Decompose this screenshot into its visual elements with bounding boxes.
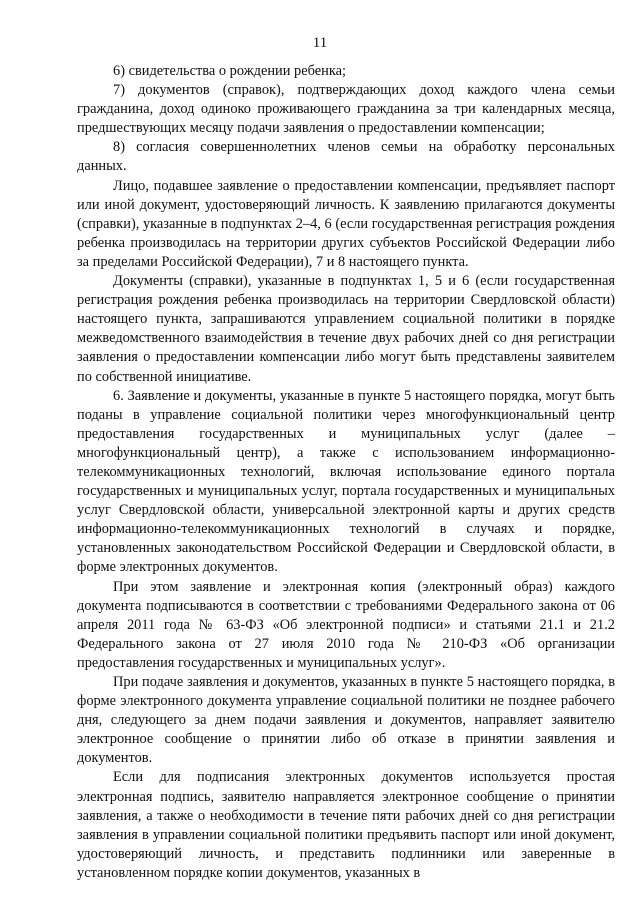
paragraph-item-8: 8) согласия совершеннолетних членов семьи на обработку персональных данных.	[77, 139, 615, 175]
paragraph-interagency-requests: Документы (справки), указанные в подпунктах 1, 5 и 6 (если государственная регистрация рождения ребенка производилась на территории Свердловской области) настоящего пункта, запрашиваются управлением социальной политики в порядке межведомственного взаимодействия в течение двух рабочих дней со дня регистрации заявления о предоставлении компенсации либо могут быть представлены заявителем по собственной инициативе.	[77, 273, 615, 385]
document-body	[77, 62, 615, 883]
paragraph-simple-signature: Если для подписания электронных документов используется простая электронная подпись, заявителю направляется электронное сообщение о принятии заявления, а также о необходимости в течение пяти рабочих дней со дня регистрации заявления в управлении социальной политики предъявить паспорт или иной документ, удостоверяющий личность, и представить подлинники или заверенные в установленном порядке копии документов, указанных в	[77, 769, 615, 881]
paragraph-item-6: 6) свидетельства о рождении ребенка;	[113, 63, 347, 79]
paragraph-section-6: 6. Заявление и документы, указанные в пункте 5 настоящего порядка, могут быть поданы в управление социальной политики через многофункциональный центр предоставления государственных и муниципальных услуг (далее – многофункциональный центр), а также с использованием информационно-телекоммуникационных технологий, включая использование единого портала государственных и муниципальных услуг, портала государственных и муниципальных услуг Свердловской области, универсальной электронной карты и других средств информационно-телекоммуникационных технологий в случаях и порядке, установленных законодательством Российской Федерации и Свердловской области, в форме электронных документов.	[77, 387, 615, 576]
paragraph-identity-documents: Лицо, подавшее заявление о предоставлении компенсации, предъявляет паспорт или иной документ, удостоверяющий личность. К заявлению прилагаются документы (справки), указанные в подпунктах 2–4, 6 (если государственная регистрация рождения ребенка производилась на территории других субъектов Российской Федерации либо за пределами Российской Федерации), 7 и 8 настоящего пункта.	[77, 177, 615, 270]
paragraph-item-7: 7) документов (справок), подтверждающих доход каждого члена семьи гражданина, доход одиноко проживающего гражданина за три календарных месяца, предшествующих месяцу подачи заявления о предоставлении компенсации;	[77, 82, 615, 137]
paragraph-electronic-submission: При подаче заявления и документов, указанных в пункте 5 настоящего порядка, в форме электронного документа управление социальной политики не позднее рабочего дня, следующего за днем подачи заявления и документов, направляет заявителю электронное сообщение о принятии либо об отказе в принятии заявления и документов.	[77, 674, 615, 767]
page-number: 11	[312, 35, 328, 51]
paragraph-electronic-signature: При этом заявление и электронная копия (электронный образ) каждого документа подписываются в соответствии с требованиями Федерального закона от 06 апреля 2011 года № 63-ФЗ «Об электронной подписи» и статьями 21.1 и 21.2 Федерального закона от 27 июля 2010 года № 210-ФЗ «Об организации предоставления государственных и муниципальных услуг».	[77, 578, 615, 671]
